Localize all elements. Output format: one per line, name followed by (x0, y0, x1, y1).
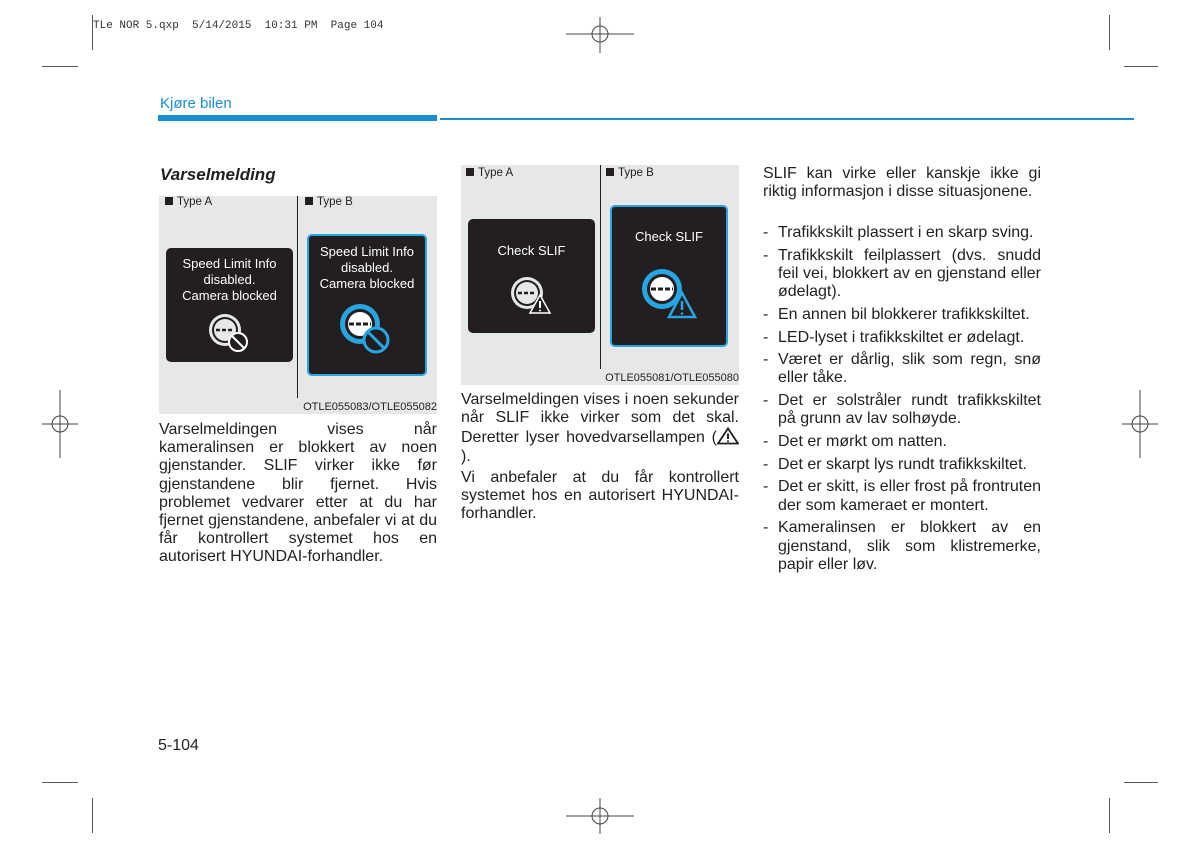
screen-b-check-text: Check SLIF (635, 229, 703, 244)
registration-mark-bottom (566, 798, 634, 834)
figure2-type-a-label: Type A (466, 167, 513, 179)
list-item: - LED-lyset i trafikkskiltet er ødelagt. (763, 329, 1041, 347)
registration-mark-left (42, 390, 78, 458)
page-number: 5-104 (158, 737, 199, 754)
figure2-type-b-label: Type B (606, 167, 654, 179)
screen-type-b-check (610, 205, 728, 347)
col3-list (763, 224, 1041, 578)
heading: Varselmelding (160, 165, 276, 184)
figure2-code: OTLE055081/OTLE055080 (605, 372, 739, 384)
figure2-divider (600, 165, 601, 369)
screen-a-line1: Speed Limit Info (182, 256, 277, 271)
screen-b-line2: disabled. (340, 260, 394, 275)
warning-triangle-icon (717, 427, 739, 445)
list-item: - Været er dårlig, slik som regn, snø eller tåke. (763, 351, 1041, 387)
screen-type-a-check (468, 219, 595, 333)
registration-mark-top (566, 17, 634, 53)
screen-type-b-blocked (307, 234, 427, 376)
screen-a-check-text: Check SLIF (497, 243, 566, 258)
col2-paragraph1: Varselmeldingen vises i noen sekunder når SLIF ikke virker som det skal. Deretter lyser hovedvarsellampen (). (461, 391, 739, 465)
figure1-code: OTLE055083/OTLE055082 (303, 401, 437, 413)
col2-paragraph2: Vi anbefaler at du får kontrollert systemet hos en autorisert HYUNDAI-forhandler. (461, 469, 739, 523)
print-header: TLe NOR 5.qxp 5/14/2015 10:31 PM Page 104 (93, 20, 384, 32)
section-title: Kjøre bilen (160, 95, 232, 112)
registration-mark-right (1122, 390, 1158, 458)
list-item: - Kameralinsen er blokkert av en gjenstand, slik som klistremerke, papir eller løv. (763, 519, 1041, 574)
section-bar (158, 115, 437, 121)
col1-paragraph: Varselmeldingen vises når kameralinsen er blokkert av noen gjenstander. SLIF virker ikke før gjenstandene blir fjernet. Hvis problemet vedvarer etter at du har fjernet gjenstandene, anbefaler vi at du får kontrollert systemet hos en autorisert HYUNDAI-forhandler. (159, 421, 437, 566)
list-item: - Det er skitt, is eller frost på frontruten der som kameraet er montert. (763, 478, 1041, 514)
camera-blocked-icon-blue (332, 300, 402, 358)
camera-warning-icon-blue (634, 265, 704, 325)
list-item: - Det er mørkt om natten. (763, 433, 1041, 451)
figure-check-slif (461, 165, 739, 385)
list-item: - Trafikkskilt plassert i en skarp sving. (763, 224, 1041, 242)
screen-b-line1: Speed Limit Info (320, 244, 414, 259)
screen-b-line3: Camera blocked (319, 276, 415, 291)
col3-intro: SLIF kan virke eller kanskje ikke gi riktig informasjon i disse situasjonene. (763, 165, 1041, 201)
list-item: - En annen bil blokkerer trafikkskiltet. (763, 306, 1041, 324)
camera-warning-icon (502, 271, 562, 321)
list-item: - Trafikkskilt feilplassert (dvs. snudd feil vei, blokkert av en gjenstand eller ødelagt). (763, 247, 1041, 302)
figure1-divider (297, 196, 298, 398)
camera-blocked-icon (200, 308, 260, 358)
screen-a-line2: disabled. (203, 272, 256, 287)
list-item: - Det er solstråler rundt trafikkskiltet på grunn av lav solhøyde. (763, 392, 1041, 428)
screen-a-line3: Camera blocked (182, 288, 277, 303)
screen-type-a-blocked (166, 248, 293, 362)
figure-camera-blocked (159, 196, 437, 414)
section-rule (440, 118, 1134, 120)
figure1-type-b-label: Type B (305, 196, 353, 208)
list-item: - Det er skarpt lys rundt trafikkskiltet. (763, 456, 1041, 474)
figure1-type-a-label: Type A (165, 196, 212, 208)
